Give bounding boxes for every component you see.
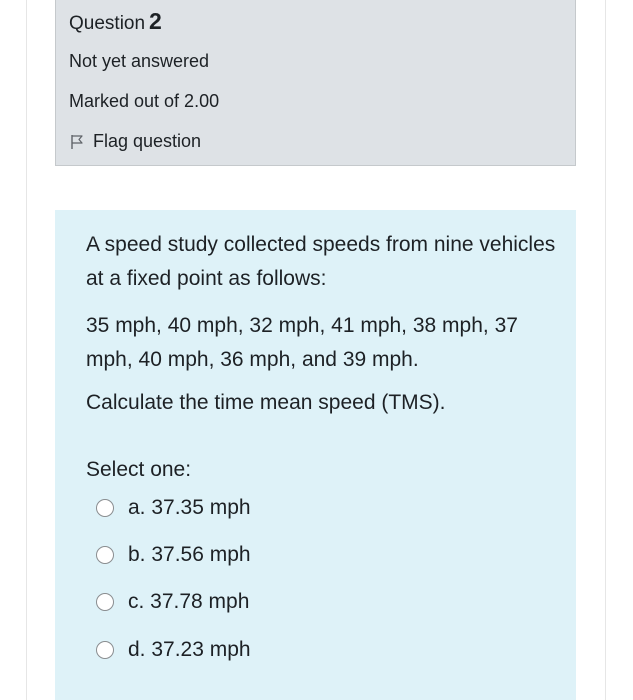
question-grade: Marked out of 2.00 <box>69 91 220 111</box>
flag-question-link[interactable] <box>69 131 201 152</box>
answer-option-d[interactable] <box>96 638 251 662</box>
answer-option-label: a. 37.35 mph <box>128 496 251 519</box>
answer-option-label: d. 37.23 mph <box>128 638 251 661</box>
question-text-intro: A speed study collected speeds from nine vehicles at a fixed point as follows: <box>86 233 556 290</box>
answer-prompt: Select one: <box>86 458 192 481</box>
answer-option-label: b. 37.56 mph <box>128 543 251 566</box>
page-border-right <box>605 0 606 700</box>
question-state: Not yet answered <box>69 51 210 71</box>
flag-icon <box>69 134 85 150</box>
answer-option-label: c. 37.78 mph <box>128 590 250 613</box>
question-number: 2 <box>149 8 162 34</box>
question-text-task: Calculate the time mean speed (TMS). <box>86 391 446 414</box>
question-content <box>55 210 576 700</box>
page-border-left <box>26 0 27 700</box>
radio-unchecked-icon[interactable] <box>96 593 114 611</box>
question-info-panel <box>55 0 576 166</box>
radio-unchecked-icon[interactable] <box>96 641 114 659</box>
answer-option-c[interactable] <box>96 590 249 614</box>
answer-option-b[interactable] <box>96 543 251 567</box>
radio-unchecked-icon[interactable] <box>96 546 114 564</box>
radio-unchecked-icon[interactable] <box>96 499 114 517</box>
answer-option-a[interactable] <box>96 496 251 520</box>
question-label: Question <box>69 13 146 34</box>
question-text-speeds: 35 mph, 40 mph, 32 mph, 41 mph, 38 mph, 37 mph, 40 mph, 36 mph, and 39 mph. <box>86 314 518 371</box>
flag-question-label: Flag question <box>93 131 202 151</box>
question-heading <box>69 8 162 35</box>
